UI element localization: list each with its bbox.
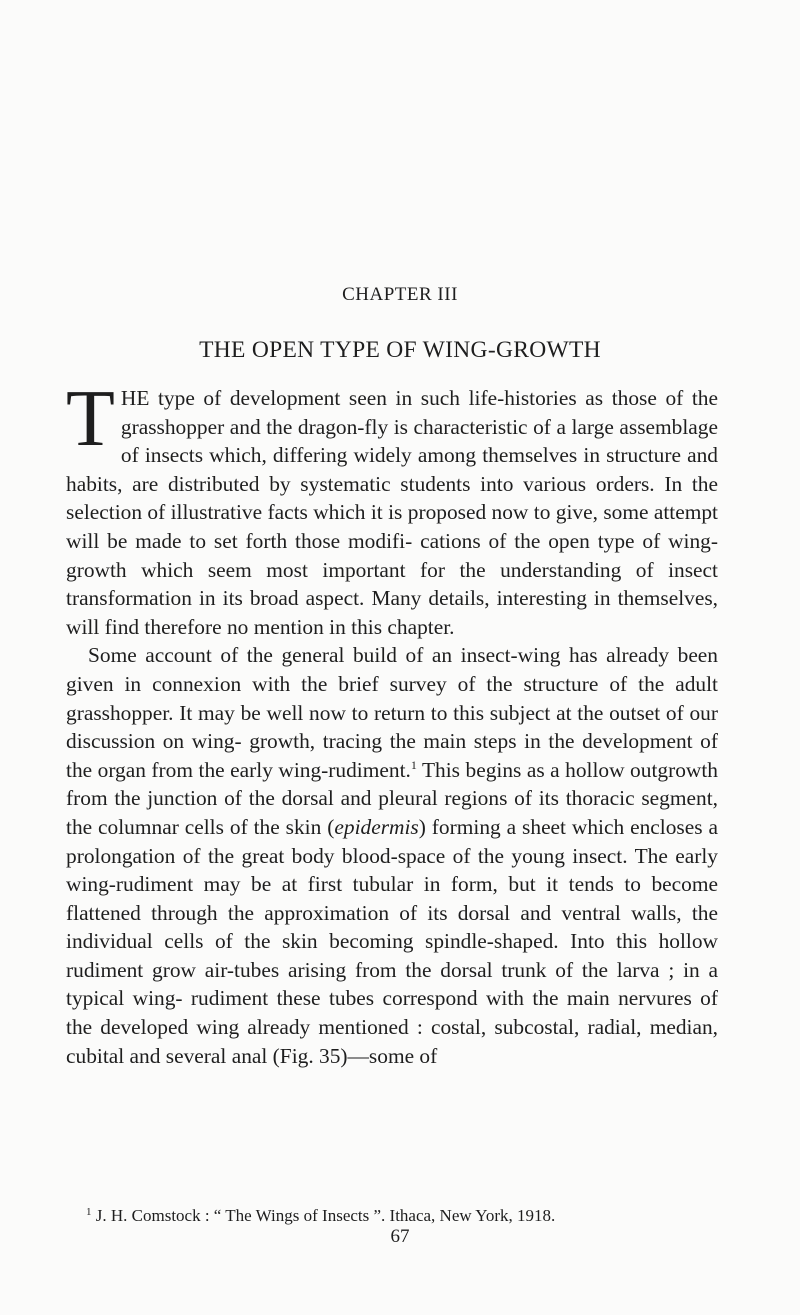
- paragraph-1-text: HE type of development seen in such life-histories as those of the grasshopper and the dragon-fly is characteristic of a large assemblage of insects which, differing widely among themselves in structure and habits, are distributed by systematic students into various orders. In the selection of illustrative facts which it is proposed now to give, some attempt will be made to set forth those modifi- cations of the open type of wing-growth which seem most important for the understanding of insect transformation in its broad aspect. Many details, interesting in themselves, will find therefore no mention in this chapter.: [66, 386, 718, 639]
- italic-term: epidermis: [334, 814, 419, 839]
- footnote-text: J. H. Comstock : “ The Wings of Insects ”. Ithaca, New York, 1918.: [91, 1206, 556, 1225]
- chapter-title: THE OPEN TYPE OF WING-GROWTH: [199, 337, 601, 363]
- page-number: 67: [390, 1226, 410, 1247]
- paragraph-2-text-c: ) forming a sheet which encloses a prolongation of the great body blood-space of the young insect. The early wing-rudiment may be at first tubular in form, but it tends to become flattened through the approximation of its dorsal and ventral walls, the individual cells of the skin becoming spindle-shaped. Into this hollow rudiment grow air-tubes arising from the dorsal trunk of the larva ; in a typical wing- rudiment these tubes correspond with the main nervures of the developed wing already mentioned : costal, subcostal, radial, median, cubital and several anal (Fig. 35)—some of: [66, 814, 718, 1068]
- chapter-label: CHAPTER III: [342, 284, 458, 305]
- body-text: [66, 375, 718, 1070]
- paragraph-1: [66, 375, 718, 641]
- footnote-reference: 1: [410, 757, 417, 772]
- paragraph-2-text-a: Some account of the general build of an insect-wing has already been given in connexion with the brief survey of the structure of the adult grasshopper. It may be well now to return to this subject at the outset of our discussion on wing- growth, tracing the main steps in the development of the organ from the early wing-rudiment.: [66, 643, 718, 782]
- footnote-mark: 1: [86, 1206, 92, 1218]
- drop-cap: T: [66, 375, 115, 463]
- footnote: [66, 1205, 718, 1227]
- paragraph-2-text-b: This begins as a hollow outgrowth from the junction of the dorsal and pleural regions of its thoracic segment, the columnar cells of the skin (: [66, 757, 718, 839]
- paragraph-2: [66, 641, 718, 1070]
